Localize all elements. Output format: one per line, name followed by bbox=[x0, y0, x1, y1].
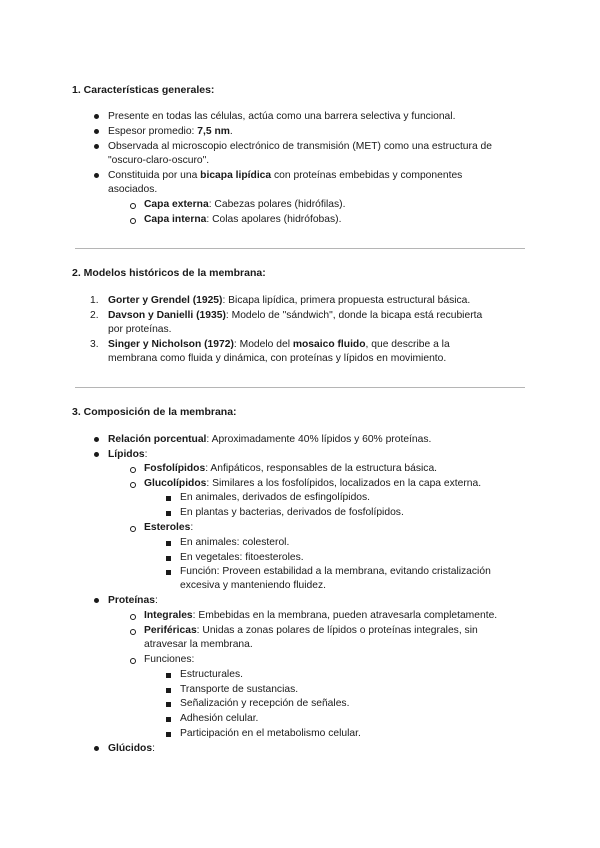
bullet-square bbox=[166, 556, 171, 561]
s3-funciones-sub-4: Adhesión celular. bbox=[180, 713, 259, 724]
bullet-square bbox=[166, 702, 171, 707]
bullet-square bbox=[166, 673, 171, 678]
s3-esteroles-sub-1: En animales: colesterol. bbox=[180, 537, 290, 548]
s3-funciones-sub-1: Estructurales. bbox=[180, 669, 243, 680]
s1-bullet-1: Presente en todas las células, actúa como una barrera selectiva y funcional. bbox=[108, 111, 456, 122]
bullet-disc bbox=[94, 452, 99, 457]
s2-item-2-line-1: Davson y Danielli (1935): Modelo de "sándwich", donde la bicapa está recubierta bbox=[108, 310, 483, 321]
bullet-disc bbox=[94, 129, 99, 134]
list-number: 3. bbox=[90, 339, 99, 350]
s2-item-3-line-1: Singer y Nicholson (1972): Modelo del mosaico fluido, que describe a la bbox=[108, 339, 450, 350]
s2-item-3-line-2: membrana como fluida y dinámica, con proteínas y lípidos en movimiento. bbox=[108, 353, 447, 364]
bullet-circle bbox=[130, 482, 136, 488]
bullet-disc bbox=[94, 144, 99, 149]
bullet-square bbox=[166, 717, 171, 722]
section-3-heading: 3. Composición de la membrana: bbox=[72, 406, 237, 418]
bullet-circle bbox=[130, 629, 136, 635]
s3-esteroles-sub-2: En vegetales: fitoesteroles. bbox=[180, 552, 304, 563]
list-number: 1. bbox=[90, 295, 99, 306]
s3-lipidos: Lípidos: bbox=[108, 449, 148, 460]
s3-funciones-sub-2: Transporte de sustancias. bbox=[180, 684, 299, 695]
s2-item-1: Gorter y Grendel (1925): Bicapa lipídica, primera propuesta estructural básica. bbox=[108, 295, 471, 306]
s2-item-2-line-2: por proteínas. bbox=[108, 324, 172, 335]
bullet-disc bbox=[94, 114, 99, 119]
s3-funciones-sub-3: Señalización y recepción de señales. bbox=[180, 698, 350, 709]
s1-bullet-4-line-1: Constituida por una bicapa lipídica con proteínas embebidas y componentes bbox=[108, 170, 463, 181]
section-1-heading: 1. Características generales: bbox=[72, 84, 215, 96]
s3-integrales: Integrales: Embebidas en la membrana, pueden atravesarla completamente. bbox=[144, 610, 498, 621]
s1-sub-1: Capa externa: Cabezas polares (hidrófilas). bbox=[144, 199, 346, 210]
bullet-circle bbox=[130, 658, 136, 664]
list-number: 2. bbox=[90, 310, 99, 321]
bullet-square bbox=[166, 496, 171, 501]
s3-fosfolipidos: Fosfolípidos: Anfipáticos, responsables de la estructura básica. bbox=[144, 463, 438, 474]
bullet-square bbox=[166, 511, 171, 516]
bullet-circle bbox=[130, 218, 136, 224]
s3-glucidos: Glúcidos: bbox=[108, 743, 155, 754]
s3-glucolipidos-sub-2: En plantas y bacterias, derivados de fosfolípidos. bbox=[180, 507, 404, 518]
s3-esteroles: Esteroles: bbox=[144, 522, 194, 533]
s3-funciones: Funciones: bbox=[144, 654, 195, 665]
bullet-circle bbox=[130, 614, 136, 620]
s1-bullet-4-line-2: asociados. bbox=[108, 184, 158, 195]
bullet-disc bbox=[94, 173, 99, 178]
s3-glucolipidos: Glucolípidos: Similares a los fosfolípidos, localizados en la capa externa. bbox=[144, 478, 482, 489]
bullet-circle bbox=[130, 203, 136, 209]
bullet-circle bbox=[130, 526, 136, 532]
s3-esteroles-sub-3-line-2: excesiva y manteniendo fluidez. bbox=[180, 580, 326, 591]
s3-proteinas: Proteínas: bbox=[108, 595, 158, 606]
s3-relacion: Relación porcentual: Aproximadamente 40% lípidos y 60% proteínas. bbox=[108, 434, 432, 445]
bullet-square bbox=[166, 570, 171, 575]
s1-bullet-3-line-1: Observada al microscopio electrónico de transmisión (MET) como una estructura de bbox=[108, 141, 493, 152]
divider bbox=[75, 387, 525, 388]
section-2-heading: 2. Modelos históricos de la membrana: bbox=[72, 267, 266, 279]
s1-bullet-2: Espesor promedio: 7,5 nm. bbox=[108, 126, 233, 137]
s1-bullet-3-line-2: "oscuro-claro-oscuro". bbox=[108, 155, 210, 166]
bullet-circle bbox=[130, 467, 136, 473]
bullet-disc bbox=[94, 437, 99, 442]
bullet-square bbox=[166, 541, 171, 546]
s3-perifericas-line-2: atravesar la membrana. bbox=[144, 639, 253, 650]
s3-glucolipidos-sub-1: En animales, derivados de esfingolípidos. bbox=[180, 492, 371, 503]
bullet-disc bbox=[94, 746, 99, 751]
s3-perifericas-line-1: Periféricas: Unidas a zonas polares de lípidos o proteínas integrales, sin bbox=[144, 625, 478, 636]
bullet-disc bbox=[94, 598, 99, 603]
bullet-square bbox=[166, 732, 171, 737]
s1-sub-2: Capa interna: Colas apolares (hidrófobas). bbox=[144, 214, 342, 225]
bullet-square bbox=[166, 688, 171, 693]
divider bbox=[75, 248, 525, 249]
s3-esteroles-sub-3-line-1: Función: Proveen estabilidad a la membrana, evitando cristalización bbox=[180, 566, 491, 577]
s3-funciones-sub-5: Participación en el metabolismo celular. bbox=[180, 728, 361, 739]
